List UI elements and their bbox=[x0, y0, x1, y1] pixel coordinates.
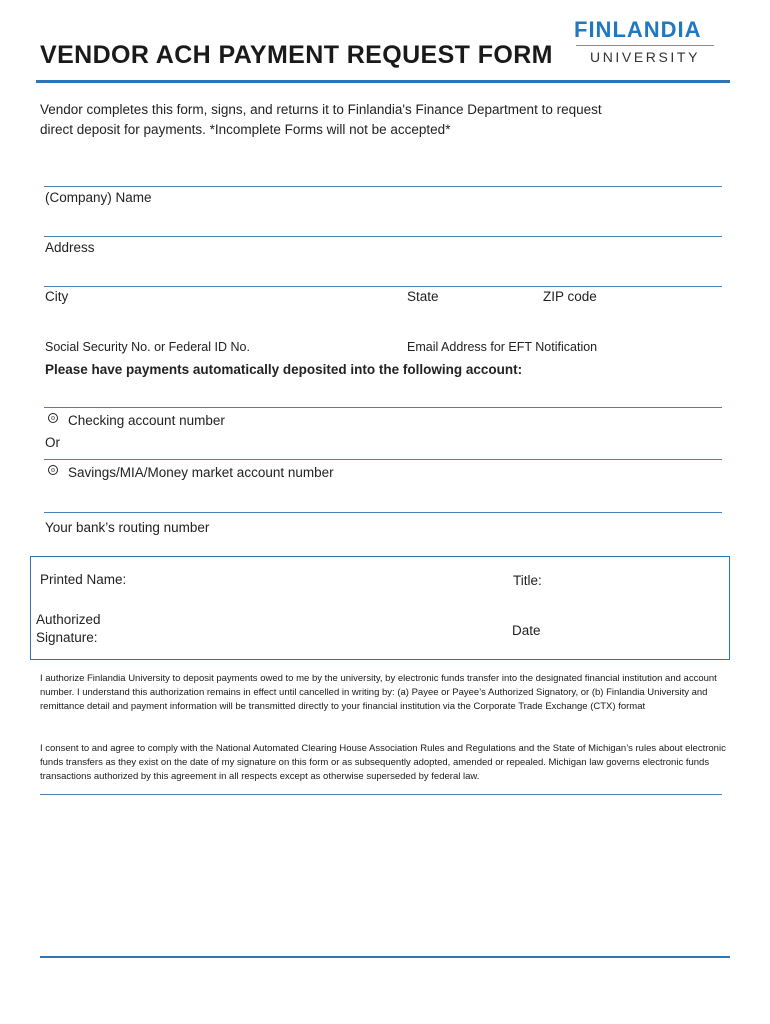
checking-radio-icon[interactable] bbox=[48, 413, 58, 423]
footer-divider bbox=[40, 956, 730, 958]
state-label[interactable]: State bbox=[407, 289, 439, 304]
intro-line-2: direct deposit for payments. *Incomplete Forms will not be accepted* bbox=[40, 122, 451, 137]
authorized-label-line-2[interactable]: Signature: bbox=[36, 630, 98, 645]
or-label: Or bbox=[45, 435, 60, 450]
printed-name-label[interactable]: Printed Name: bbox=[40, 572, 127, 587]
savings-rule bbox=[44, 459, 722, 460]
address-rule bbox=[44, 236, 722, 237]
form-title: VENDOR ACH PAYMENT REQUEST FORM bbox=[40, 41, 553, 69]
legal-end-rule bbox=[40, 794, 722, 795]
routing-label[interactable]: Your bank’s routing number bbox=[45, 520, 210, 535]
signature-box bbox=[30, 556, 730, 660]
company-name-rule bbox=[44, 186, 722, 187]
logo-wordmark: FINLANDIA bbox=[574, 17, 702, 42]
logo-divider bbox=[576, 45, 714, 46]
city-label[interactable]: City bbox=[45, 289, 69, 304]
ssn-label[interactable]: Social Security No. or Federal ID No. bbox=[45, 340, 250, 354]
title-label[interactable]: Title: bbox=[513, 573, 542, 588]
logo-subtitle: UNIVERSITY bbox=[590, 49, 701, 65]
zip-label[interactable]: ZIP code bbox=[543, 289, 597, 304]
intro-line-1: Vendor completes this form, signs, and returns it to Finlandia's Finance Department to request bbox=[40, 102, 602, 117]
consent-paragraph: I consent to and agree to comply with the National Automated Clearing House Association Rules and Regulations and the State of Michigan’s rules about electronic funds transfers as they exist on the date of my signature on this form or as subsequently adopted, amended or repealed. Michigan law governs electronic funds transactions authorized by this agreement in all respects except as otherwise superseded by federal law. bbox=[40, 743, 726, 782]
email-label[interactable]: Email Address for EFT Notification bbox=[407, 340, 598, 354]
title-divider bbox=[36, 80, 730, 83]
authorization-paragraph: I authorize Finlandia University to deposit payments owed to me by the university, by electronic funds transfer into the designated financial institution and account number. I understand this authorization remains in effect until cancelled in writing by: (a) Payee or Payee’s Authorized Signatory, or (b) Finlandia University and remittance detail and payment information will be transmitted directly to your financial institution via the Corporate Trade Exchange (CTX) format bbox=[40, 673, 717, 712]
savings-label[interactable]: Savings/MIA/Money market account number bbox=[68, 465, 334, 480]
company-name-label[interactable]: (Company) Name bbox=[45, 190, 152, 205]
checking-rule bbox=[44, 407, 722, 408]
checking-label[interactable]: Checking account number bbox=[68, 413, 225, 428]
address-label[interactable]: Address bbox=[45, 240, 95, 255]
savings-radio-icon[interactable] bbox=[48, 465, 58, 475]
authorized-label-line-1[interactable]: Authorized bbox=[36, 612, 101, 627]
routing-rule bbox=[44, 512, 722, 513]
account-heading: Please have payments automatically deposited into the following account: bbox=[45, 362, 523, 377]
date-label[interactable]: Date bbox=[512, 623, 541, 638]
city-rule bbox=[44, 286, 722, 287]
